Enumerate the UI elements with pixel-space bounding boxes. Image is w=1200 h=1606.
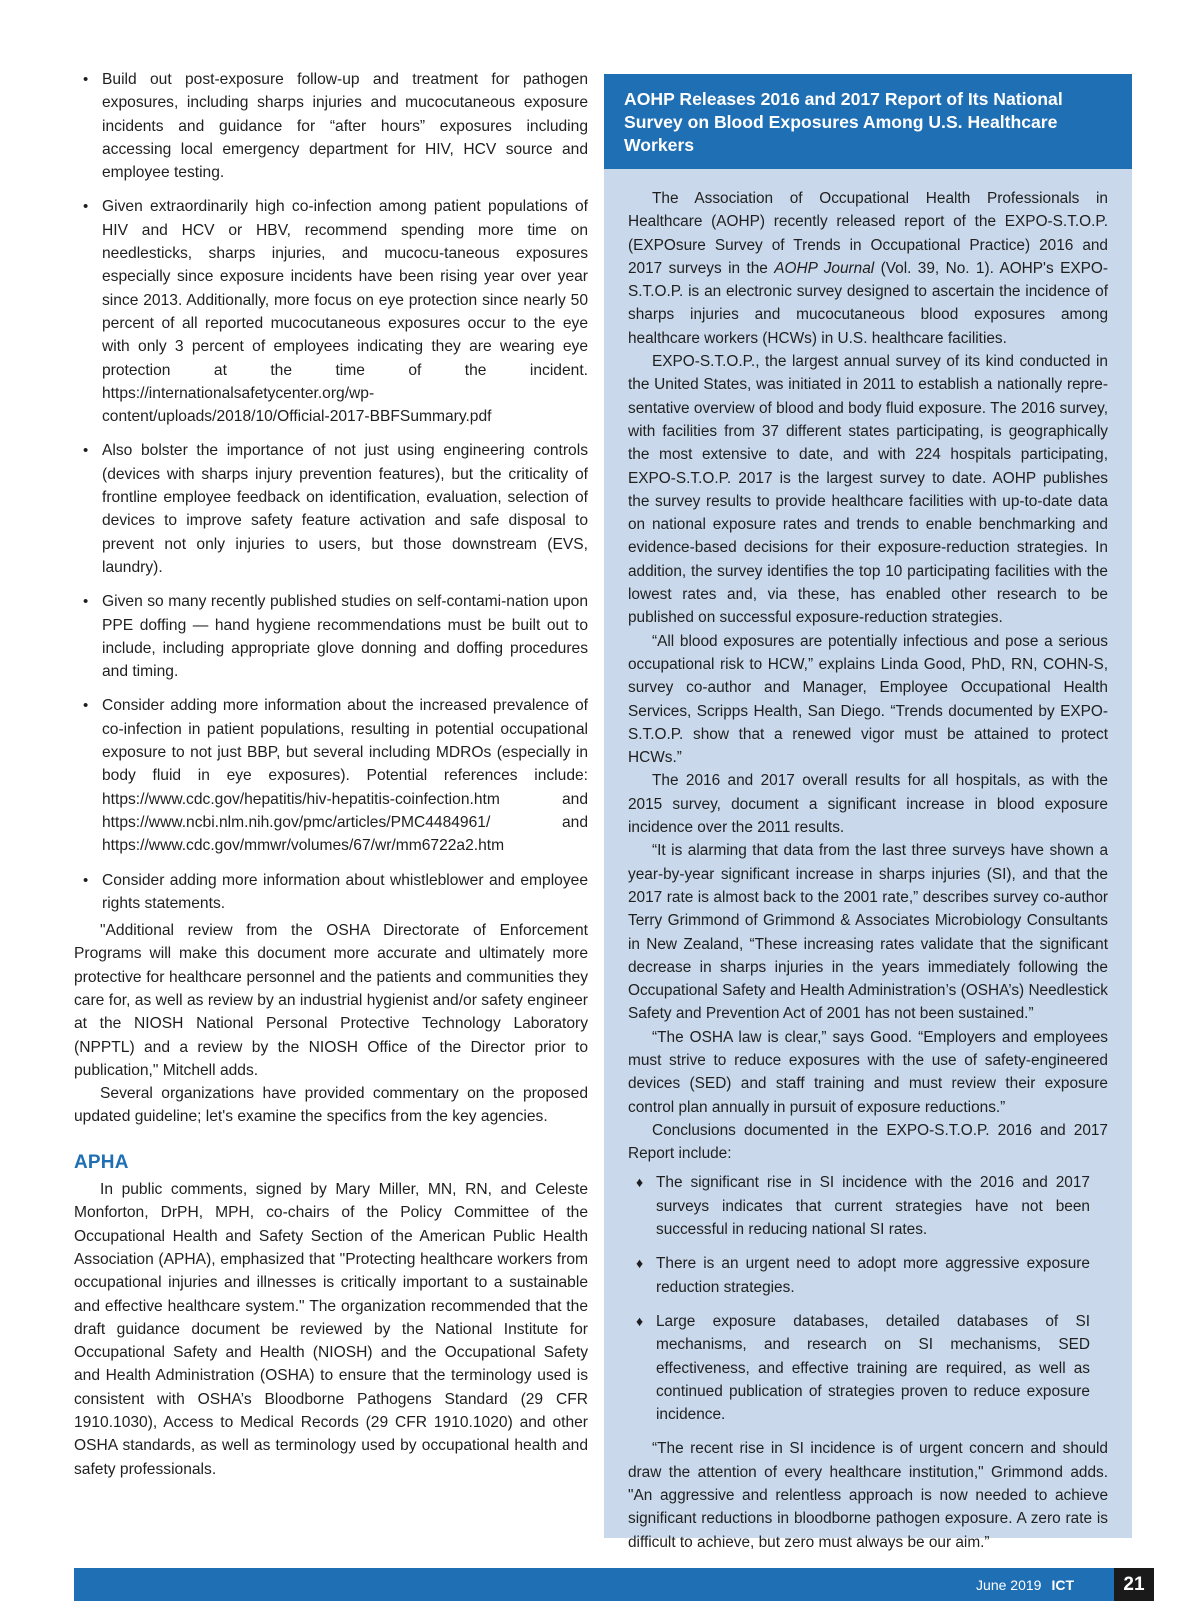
sidebar-body (604, 169, 1132, 1554)
body-paragraph: Several organizations have provided commentary on the proposed updated guideline; let's examine the specifics from the key agencies. (74, 1085, 588, 1126)
diamond-icon: ♦ (636, 1255, 644, 1272)
main-article-column (74, 68, 588, 1481)
issue-date: June 2019 (976, 1577, 1042, 1593)
sidebar-title: AOHP Releases 2016 and 2017 Report of Its National Survey on Blood Exposures Among U.S. Healthcare Workers (604, 74, 1132, 169)
sidebar-paragraph: “All blood exposures are potentially infectious and pose a serious occupational risk to HCW,” explains Linda Good, PhD, RN, COHN-S, survey co-author and Manager, Employee Occupational Health Services, Scripps Health, San Diego. “Trends documented by EXPO-S.T.O.P. show that a renewed vigor must be attained to protect HCWs.” (628, 632, 1108, 767)
footer-bar (74, 1568, 1114, 1601)
sidebar-paragraph: The Association of Occupational Health Professionals in Healthcare (AOHP) recently released report of the EXPO-S.T.O.P. (EXPOsure Survey of Trends in Occupational Practice) 2016 and 2017 surveys in the AOHP Journal (Vol. 39, No. 1). AOHP's EXPO-S.T.O.P. is an electronic survey designed to ascertain the incidence of sharps injuries and mucocutaneous blood exposures among healthcare workers (HCWs) in U.S. healthcare facilities. (628, 190, 1108, 347)
bullet-icon: • (83, 198, 89, 216)
sidebar-paragraph: Conclusions documented in the EXPO-S.T.O.P. 2016 and 2017 Report include: (628, 1121, 1108, 1163)
list-item: • Consider adding more information about the increased prevalence of co-infection in patient populations, resulting in potential occupational exposure to not just BBP, but several including MDROs (especially in body fluid in eye exposures). Potential references include: https://www.cdc.gov/hepatitis/hiv-hepatitis-coinfection.htm and https://www.ncbi.nlm.nih.gov/pmc/articles/PMC4484961/ and https://www.cdc.gov/mmwr/volumes/67/wr/mm6722a2.htm (74, 694, 588, 857)
conclusions-list (628, 1171, 1108, 1426)
journal-title: AOHP Journal (774, 259, 875, 277)
bullet-icon: • (83, 593, 89, 611)
bullet-icon: • (83, 442, 89, 460)
list-item: • Given so many recently published studies on self-contami-nation upon PPE doffing — hand hygiene recommendations must be built out to include, including appropriate glove donning and doffing procedures and timing. (74, 590, 588, 683)
diamond-icon: ♦ (636, 1174, 644, 1191)
sidebar-paragraph: “It is alarming that data from the last three surveys have shown a year-by-year significant increase in sharps injuries (SI), and that the 2017 rate is almost back to the 2001 rate,” describes survey co-author Terry Grimmond of Grimmond & Associates Microbiology Consultants in New Zealand, “These increasing rates validate that the significant decrease in sharps injuries in the years immediately following the Occupational Safety and Health Administration’s (OSHA’s) Needlestick Safety and Prevention Act of 2001 has not been sustained.” (628, 842, 1108, 1023)
list-item: ♦ Large exposure databases, detailed databases of SI mechanisms, and research on SI mechanisms, SED effectiveness, and effective training are required, as well as continued publication of strategies proven to reduce exposure incidence. (628, 1310, 1108, 1426)
sidebar-paragraph: The 2016 and 2017 overall results for all hospitals, as with the 2015 survey, document a significant increase in blood exposure incidence over the 2011 results. (628, 772, 1108, 837)
footer-text (976, 1574, 1074, 1596)
bullet-icon: • (83, 71, 89, 88)
section-heading: APHA (74, 1151, 129, 1173)
sidebar-paragraph: “The recent rise in SI incidence is of urgent concern and should draw the attention of every healthcare institution," Grimmond adds. "An aggressive and relentless approach is now needed to achieve significant reductions in bloodborne pathogen exposure. A zero rate is difficult to achieve, but zero must always be our aim.” (628, 1440, 1108, 1551)
diamond-icon: ♦ (636, 1312, 644, 1329)
list-item: ♦ The significant rise in SI incidence with the 2016 and 2017 surveys indicates that current strategies have not been successful in reducing national SI rates. (628, 1171, 1108, 1241)
sidebar-box (604, 74, 1132, 1551)
sidebar-paragraph: “The OSHA law is clear,” says Good. “Employers and employees must strive to reduce exposures with the use of safety-engineered devices (SED) and staff training and must review their exposure control plan annually in pursuit of exposure reductions.” (628, 1028, 1108, 1116)
list-item: • Also bolster the importance of not just using engineering controls (devices with sharps injury prevention features), but the criticality of frontline employee feedback on identification, evaluation, selection of devices to improve safety feature activation and safe disposal to prevent not only injuries to users, but those downstream (EVS, laundry). (74, 439, 588, 579)
sidebar-paragraph: EXPO-S.T.O.P., the largest annual survey of its kind conducted in the United States, was initiated in 2011 to establish a nationally repre-sentative overview of blood and body fluid exposure. The 2016 survey, with facilities from 37 different states participating, is geographically the most extensive to date, and with 224 hospitals participating, EXPO-S.T.O.P. 2017 is the largest survey to date. AOHP publishes the survey results to provide healthcare facilities with up-to-date data on national exposure rates and trends to enable benchmarking and evidence-based decisions for their exposure-reduction strategies. In addition, the survey identifies the top 10 participating facilities with the lowest rates and, via these, has enabled other research to be published on successful exposure-reduction strategies. (628, 353, 1108, 627)
body-paragraph: In public comments, signed by Mary Miller, MN, RN, and Celeste Monforton, DrPH, MPH, co-chairs of the Policy Committee of the Occupational Health and Safety Section of the American Public Health Association (APHA), emphasized that "Protecting healthcare workers from occupational injuries and illnesses is critically important to a sustainable and effective healthcare system." The organization recommended that the draft guidance document be reviewed by the National Institute for Occupational Safety and Health (NIOSH) and the Occupational Safety and Health Administration (OSHA) to ensure that the terminology used is consistent with OSHA’s Bloodborne Pathogens Standard (29 CFR 1910.1030), Access to Medical Records (29 CFR 1910.1020) and other OSHA standards, as well as terminology used by occupational health and safety professionals. (74, 1181, 588, 1478)
list-item: • Build out post-exposure follow-up and treatment for pathogen exposures, including sharps injuries and mucocutaneous exposure incidents and guidance for “after hours” exposures including accessing local emergency department for HIV, HCV source and employee testing. (74, 68, 588, 184)
bullet-icon: • (83, 871, 89, 889)
list-item: ♦ There is an urgent need to adopt more aggressive exposure reduction strategies. (628, 1252, 1108, 1299)
list-item: • Consider adding more information about whistleblower and employee rights statements. (74, 869, 588, 916)
list-item: • Given extraordinarily high co-infection among patient populations of HIV and HCV or HBV, recommend spending more time on needlesticks, sharps injuries, and mucocu-taneous exposures especially since exposure incidents have been rising year over year since 2013. Additionally, more focus on eye protection since nearly 50 percent of all reported mucocutaneous exposures occur to the eye with only 3 percent of employees indicating they are wearing eye protection at the time of the incident. https://internationalsafetycenter.org/wp-content/uploads/2018/10/Official-2017-BBFSummary.pdf (74, 195, 588, 428)
recommendations-list (74, 68, 588, 915)
bullet-icon: • (83, 697, 89, 715)
body-paragraph: "Additional review from the OSHA Directorate of Enforcement Programs will make this document more accurate and ultimately more protective for healthcare personnel and the patients and communities they care for, as well as review by an industrial hygienist and/or safety engineer at the NIOSH National Personal Protective Technology Laboratory (NPPTL) and a review by the NIOSH Office of the Director prior to publication," Mitchell adds. (74, 922, 588, 1079)
magazine-name: ICT (1051, 1577, 1074, 1593)
page-number: 21 (1114, 1568, 1154, 1601)
